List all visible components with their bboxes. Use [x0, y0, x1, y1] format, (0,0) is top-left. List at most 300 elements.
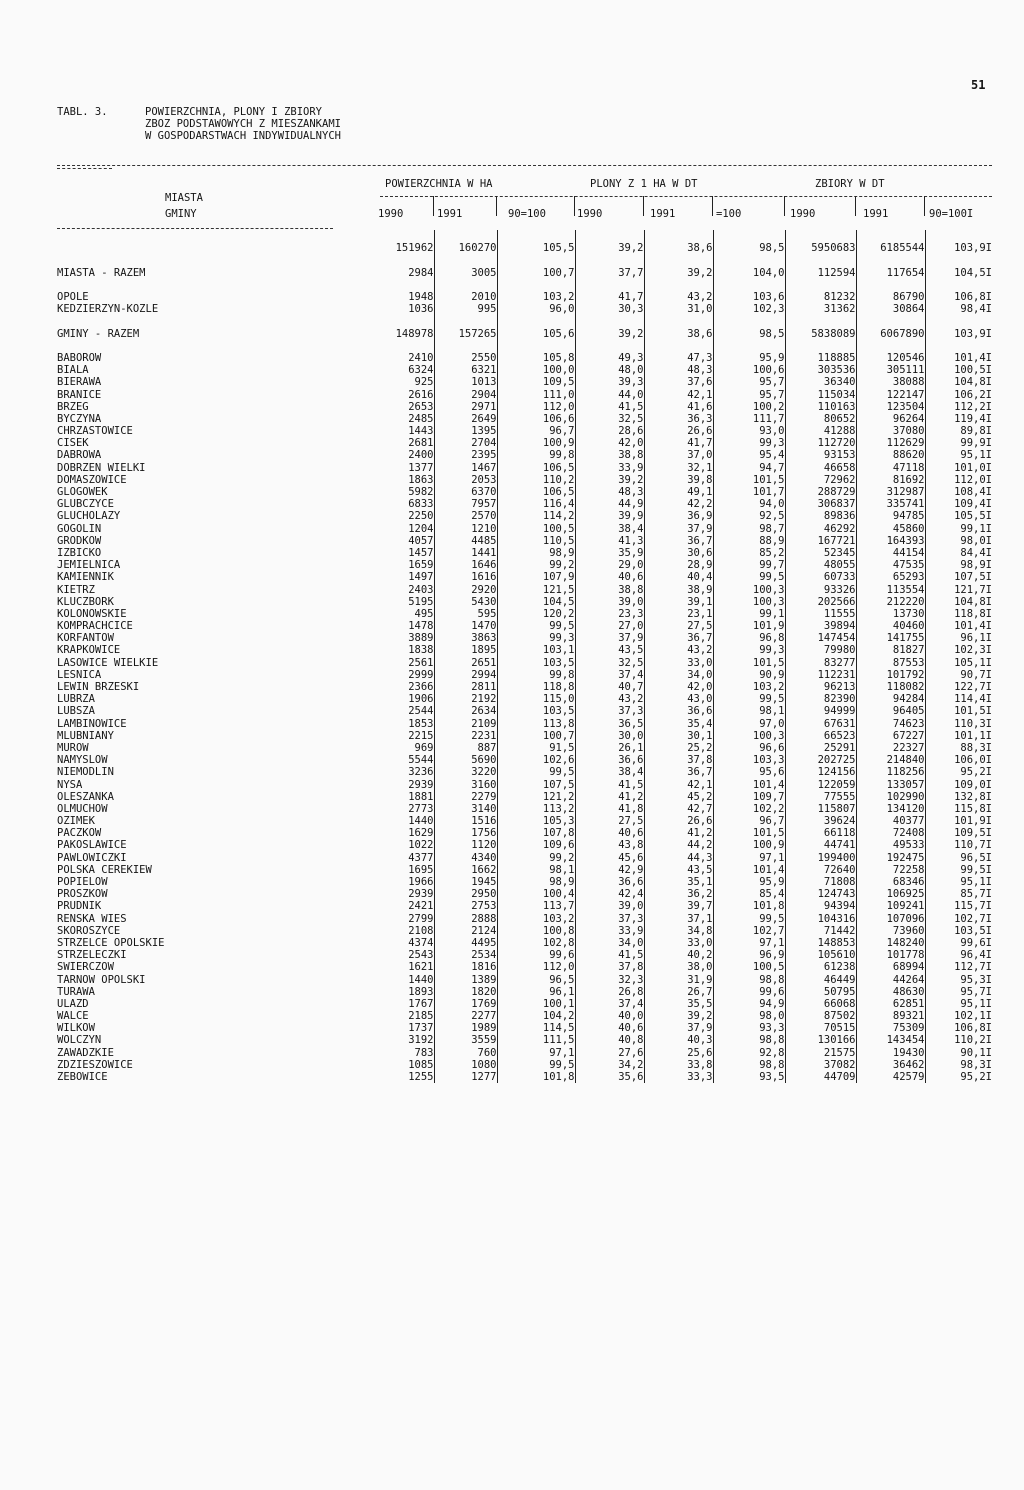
cell-value: 28,9 [644, 559, 713, 571]
cell-value: 46292 [785, 523, 856, 535]
cell-value: 103,5I [954, 924, 992, 937]
header-divider [574, 196, 575, 216]
table-row [57, 937, 992, 949]
group-header-yield: PLONY Z 1 HA W DT [590, 178, 698, 190]
cell-value: 118,8I [954, 607, 992, 620]
cell-value: 37,6 [644, 376, 713, 388]
cell-value: 101,8 [713, 900, 785, 912]
cell-value: 2400 [374, 449, 434, 461]
cell-value: 112594 [785, 267, 856, 279]
row-separator [342, 547, 374, 559]
cell-value [497, 315, 575, 327]
cell-value: 106,2I [954, 388, 992, 401]
cell-value: 94,9 [713, 998, 785, 1010]
cell-value: 104,8I [954, 595, 992, 608]
cell-value: 95,2I [960, 1071, 992, 1084]
cell-value [856, 340, 925, 352]
cell-value: 40,4 [644, 571, 713, 583]
row-name: BRZEG [57, 400, 89, 413]
cell-value: 13730 [856, 608, 925, 620]
cell-value: 101,8 [497, 1071, 575, 1083]
cell-value: 98,8 [713, 1059, 785, 1071]
row-name: KORFANTOW [57, 632, 114, 645]
cell-value: 106,5 [497, 486, 575, 498]
cell-value: 100,5I [954, 364, 992, 377]
cell-value: 36462 [856, 1059, 925, 1071]
cell-value [925, 315, 992, 327]
cell-value: 36,7 [644, 535, 713, 547]
cell-value: 100,2 [713, 401, 785, 413]
table-row [57, 498, 992, 510]
cell-value: 120546 [856, 352, 925, 364]
cell-value: 96,5 [497, 973, 575, 985]
cell-value: 2561 [374, 657, 434, 669]
cell-value: 44,2 [644, 839, 713, 851]
cell-value: 61238 [785, 961, 856, 973]
cell-value: 109,7 [713, 791, 785, 803]
cell-value: 3236 [374, 766, 434, 778]
cell-value: 30,1 [644, 730, 713, 742]
table-row [57, 596, 992, 608]
row-separator [342, 230, 374, 242]
cell-value: 2920 [434, 583, 497, 595]
cell-value: 121,7I [954, 583, 992, 596]
cell-value: 98,4I [960, 303, 992, 316]
cell-value: 109,6 [497, 839, 575, 851]
cell-value: 2231 [434, 730, 497, 742]
cell-value: 2277 [434, 1010, 497, 1022]
cell-value: 122059 [785, 778, 856, 790]
cell-value: 116,4 [497, 498, 575, 510]
row-separator [342, 876, 374, 888]
cell-value: 106,0I [954, 754, 992, 767]
cell-value: 124156 [785, 766, 856, 778]
cell-value: 1255 [374, 1071, 434, 1083]
cell-value: 102,1I [954, 1010, 992, 1023]
cell-value: 37,3 [575, 705, 644, 717]
cell-value: 95,2I [960, 766, 992, 779]
cell-value: 93153 [785, 449, 856, 461]
cell-value: 100,7 [497, 267, 575, 279]
row-name: CISEK [57, 437, 89, 450]
cell-value: 2421 [374, 900, 434, 912]
cell-value: 99,6 [713, 986, 785, 998]
row-separator [342, 632, 374, 644]
table-row [57, 267, 992, 279]
row-separator [342, 925, 374, 937]
cell-value: 4057 [374, 535, 434, 547]
cell-value: 66118 [785, 827, 856, 839]
cell-value [644, 254, 713, 266]
row-name [57, 315, 342, 327]
row-separator [342, 315, 374, 327]
title-line-2: ZBOZ PODSTAWOWYCH Z MIESZANKAMI [145, 118, 341, 130]
cell-value: 39,2 [644, 267, 713, 279]
cell-value: 29,0 [575, 559, 644, 571]
table-row [57, 718, 992, 730]
cell-value: 42,1 [644, 778, 713, 790]
cell-value: 31,0 [644, 303, 713, 315]
top-rule [57, 165, 992, 166]
cell-value: 103,1 [497, 644, 575, 656]
row-separator [342, 961, 374, 973]
cell-value: 25291 [785, 742, 856, 754]
table-row [57, 303, 992, 315]
row-name: BIERAWA [57, 376, 102, 389]
cell-value: 38,4 [575, 766, 644, 778]
cell-value: 995 [434, 303, 497, 315]
cell-value [497, 230, 575, 242]
cell-value: 88,9 [713, 535, 785, 547]
cell-value: 39,2 [575, 328, 644, 340]
cell-value: 148240 [856, 937, 925, 949]
header-divider [855, 196, 856, 216]
table-row [57, 913, 992, 925]
cell-value: 43,0 [644, 693, 713, 705]
cell-value [575, 340, 644, 352]
cell-value: 969 [374, 742, 434, 754]
cell-value: 68994 [856, 961, 925, 973]
row-name: NYSA [57, 778, 83, 791]
cell-value: 36,5 [575, 718, 644, 730]
cell-value [785, 230, 856, 242]
header-divider [924, 196, 925, 216]
cell-value: 96,1 [497, 986, 575, 998]
cell-value: 101,5 [713, 474, 785, 486]
cell-value [713, 315, 785, 327]
cell-value: 36340 [785, 376, 856, 388]
cell-value: 1036 [374, 303, 434, 315]
cell-value: 105,6 [497, 328, 575, 340]
cell-value: 121,2 [497, 791, 575, 803]
row-name: SWIERCZOW [57, 961, 114, 974]
header-group-rule [380, 196, 992, 197]
cell-value: 38,6 [644, 242, 713, 254]
cell-value: 101,5I [954, 705, 992, 718]
cell-value [644, 230, 713, 242]
cell-value: 114,2 [497, 510, 575, 522]
row-name: GOGOLIN [57, 522, 102, 535]
cell-value: 2534 [434, 949, 497, 961]
cell-value: 2681 [374, 437, 434, 449]
cell-value: 5982 [374, 486, 434, 498]
data-table [57, 230, 992, 1083]
sub-header-yield-1990: 1990 [577, 208, 603, 220]
cell-value: 43,5 [575, 644, 644, 656]
cell-value: 99,5I [960, 863, 992, 876]
table-row [57, 1010, 992, 1022]
cell-value: 95,7 [713, 376, 785, 388]
row-separator [342, 791, 374, 803]
cell-value: 73960 [856, 925, 925, 937]
cell-value: 99,6I [960, 936, 992, 949]
cell-value: 41,3 [575, 535, 644, 547]
cell-value [374, 279, 434, 291]
cell-value: 1838 [374, 644, 434, 656]
cell-value: 91,5 [497, 742, 575, 754]
cell-value: 100,7 [497, 730, 575, 742]
cell-value: 101,5 [713, 827, 785, 839]
cell-value: 119,4I [954, 412, 992, 425]
cell-value: 46658 [785, 462, 856, 474]
row-name: LUBSZA [57, 705, 95, 718]
cell-value: 95,7 [713, 388, 785, 400]
cell-value: 75309 [856, 1022, 925, 1034]
cell-value: 97,0 [713, 718, 785, 730]
cell-value: 99,1 [713, 608, 785, 620]
cell-value: 2124 [434, 925, 497, 937]
cell-value: 112629 [856, 437, 925, 449]
cell-value: 99,3 [713, 437, 785, 449]
row-separator [342, 1010, 374, 1022]
cell-value: 95,1I [960, 449, 992, 462]
cell-value: 151962 [374, 242, 434, 254]
cell-value: 2250 [374, 510, 434, 522]
cell-value: 102,7 [713, 925, 785, 937]
cell-value: 102,6 [497, 754, 575, 766]
cell-value [925, 230, 992, 242]
cell-value: 40377 [856, 815, 925, 827]
cell-value: 72408 [856, 827, 925, 839]
row-separator [342, 559, 374, 571]
cell-value: 2550 [434, 352, 497, 364]
cell-value: 97,1 [713, 852, 785, 864]
cell-value [575, 230, 644, 242]
cell-value: 41,5 [575, 401, 644, 413]
cell-value: 101,5 [713, 657, 785, 669]
cell-value: 2570 [434, 510, 497, 522]
cell-value: 98,9I [960, 559, 992, 572]
cell-value: 40460 [856, 620, 925, 632]
cell-value: 109,0I [954, 778, 992, 791]
cell-value: 31,9 [644, 973, 713, 985]
table-row [57, 571, 992, 583]
cell-value: 3160 [434, 778, 497, 790]
table-row [57, 583, 992, 595]
row-separator [342, 328, 374, 340]
row-name: BABOROW [57, 351, 102, 364]
cell-value: 32,5 [575, 413, 644, 425]
cell-value: 6185544 [856, 242, 925, 254]
cell-value: 1945 [434, 876, 497, 888]
table-row [57, 973, 992, 985]
row-name: OZIMEK [57, 815, 95, 828]
row-separator [342, 474, 374, 486]
cell-value: 112231 [785, 669, 856, 681]
cell-value: 96,7 [497, 425, 575, 437]
cell-value: 37,8 [575, 961, 644, 973]
table-row [57, 705, 992, 717]
row-separator [342, 657, 374, 669]
cell-value: 1616 [434, 571, 497, 583]
row-name: GLUBCZYCE [57, 498, 114, 511]
row-name [57, 254, 342, 266]
cell-value: 303536 [785, 364, 856, 376]
cell-value: 94394 [785, 900, 856, 912]
table-heading [57, 106, 341, 142]
cell-value: 26,6 [644, 425, 713, 437]
sub-header-harvest-idx: 90=100I [929, 208, 974, 220]
cell-value: 103,9I [954, 242, 992, 255]
cell-value: 98,5 [713, 328, 785, 340]
cell-value: 11555 [785, 608, 856, 620]
cell-value: 1893 [374, 986, 434, 998]
cell-value: 2651 [434, 657, 497, 669]
table-row [57, 778, 992, 790]
sub-header-area-idx: 90=100 [508, 208, 546, 220]
row-separator [342, 681, 374, 693]
cell-value [785, 279, 856, 291]
cell-value: 38,8 [575, 449, 644, 461]
cell-value: 495 [374, 608, 434, 620]
cell-value: 100,5 [713, 961, 785, 973]
cell-value: 2410 [374, 352, 434, 364]
row-name: SKOROSZYCE [57, 924, 121, 937]
cell-value: 110,7I [954, 839, 992, 852]
cell-value: 26,6 [644, 815, 713, 827]
cell-value [575, 254, 644, 266]
cell-value: 42579 [856, 1071, 925, 1083]
cell-value: 102990 [856, 791, 925, 803]
cell-value: 113,7 [497, 900, 575, 912]
row-name: GMINY - RAZEM [57, 327, 140, 340]
row-separator [342, 376, 374, 388]
cell-value: 36,6 [575, 754, 644, 766]
row-separator [342, 815, 374, 827]
cell-value: 115,8I [954, 802, 992, 815]
cell-value: 98,7 [713, 523, 785, 535]
cell-value: 39,8 [644, 474, 713, 486]
table-label: TABL. 3. [57, 106, 108, 118]
cell-value: 2544 [374, 705, 434, 717]
group-header-area: POWIERZCHNIA W HA [385, 178, 493, 190]
table-row [57, 852, 992, 864]
cell-value: 1948 [374, 291, 434, 303]
cell-value: 2950 [434, 888, 497, 900]
cell-value: 43,8 [575, 839, 644, 851]
cell-value: 5950683 [785, 242, 856, 254]
cell-value: 37,4 [575, 998, 644, 1010]
cell-value: 96,5I [960, 851, 992, 864]
cell-value: 2109 [434, 718, 497, 730]
cell-value: 98,8 [713, 1034, 785, 1046]
cell-value: 37,0 [644, 449, 713, 461]
cell-value: 77555 [785, 791, 856, 803]
cell-value: 99,3 [497, 632, 575, 644]
row-name: WILKOW [57, 1022, 95, 1035]
cell-value: 40,3 [644, 1034, 713, 1046]
cell-value: 99,5 [497, 620, 575, 632]
cell-value: 1621 [374, 961, 434, 973]
cell-value: 93,0 [713, 425, 785, 437]
cell-value: 33,9 [575, 925, 644, 937]
row-name: POPIELOW [57, 876, 108, 889]
cell-value: 100,9 [497, 437, 575, 449]
cell-value: 106,8I [954, 1022, 992, 1035]
cell-value: 109,5I [954, 827, 992, 840]
cell-value: 105,5 [497, 242, 575, 254]
cell-value: 89,8I [960, 425, 992, 438]
cell-value: 27,5 [575, 815, 644, 827]
row-separator [342, 839, 374, 851]
cell-value: 114,4I [954, 693, 992, 706]
row-name: LAMBINOWICE [57, 717, 127, 730]
row-name: KOLONOWSKIE [57, 607, 127, 620]
cell-value: 1013 [434, 376, 497, 388]
cell-value: 98,0I [960, 534, 992, 547]
cell-value: 36,9 [644, 510, 713, 522]
row-name [57, 230, 342, 242]
cell-value: 108,4I [954, 486, 992, 499]
cell-value: 28,6 [575, 425, 644, 437]
row-name: OLMUCHOW [57, 802, 108, 815]
cell-value: 130166 [785, 1034, 856, 1046]
cell-value: 44154 [856, 547, 925, 559]
cell-value: 96,1I [960, 632, 992, 645]
cell-value: 39,7 [644, 900, 713, 912]
row-separator [342, 1059, 374, 1071]
cell-value: 42,9 [575, 864, 644, 876]
cell-value: 3192 [374, 1034, 434, 1046]
cell-value: 2010 [434, 291, 497, 303]
cell-value: 111,7 [713, 413, 785, 425]
cell-value: 1441 [434, 547, 497, 559]
cell-value: 1478 [374, 620, 434, 632]
row-separator [342, 669, 374, 681]
cell-value: 99,2 [497, 559, 575, 571]
cell-value: 41,5 [575, 778, 644, 790]
cell-value: 111,0 [497, 388, 575, 400]
row-name: NIEMODLIN [57, 766, 114, 779]
cell-value: 112,0 [497, 961, 575, 973]
cell-value: 35,9 [575, 547, 644, 559]
cell-value: 1120 [434, 839, 497, 851]
row-separator [342, 523, 374, 535]
cell-value: 38,8 [575, 583, 644, 595]
cell-value [644, 315, 713, 327]
cell-value: 96,0 [497, 303, 575, 315]
cell-value: 41,2 [644, 827, 713, 839]
table-row [57, 949, 992, 961]
row-separator [342, 986, 374, 998]
cell-value: 6833 [374, 498, 434, 510]
cell-value [713, 254, 785, 266]
table-row [57, 791, 992, 803]
cell-value: 214840 [856, 754, 925, 766]
cell-value: 1467 [434, 462, 497, 474]
cell-value: 103,2 [713, 681, 785, 693]
table-row [57, 437, 992, 449]
table-row [57, 669, 992, 681]
cell-value: 41,7 [644, 437, 713, 449]
cell-value: 123504 [856, 401, 925, 413]
table-row [57, 998, 992, 1010]
row-name: DOMASZOWICE [57, 473, 127, 486]
cell-value: 43,2 [644, 644, 713, 656]
cell-value: 5690 [434, 754, 497, 766]
cell-value: 113,8 [497, 718, 575, 730]
cell-value: 112,0 [497, 401, 575, 413]
cell-value: 62851 [856, 998, 925, 1010]
cell-value: 101,4I [954, 351, 992, 364]
cell-value: 106,8I [954, 291, 992, 304]
row-separator [342, 425, 374, 437]
cell-value: 27,5 [644, 620, 713, 632]
cell-value: 2704 [434, 437, 497, 449]
cell-value: 39624 [785, 815, 856, 827]
row-separator [342, 620, 374, 632]
table-row [57, 315, 992, 327]
